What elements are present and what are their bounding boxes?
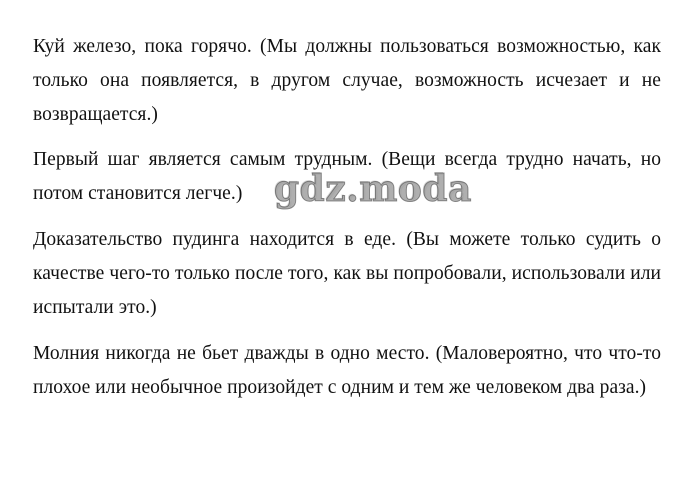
paragraph-lightning: Молния никогда не бьет дважды в одно место. (Маловероятно, что что-то плохое или необычное произойдет с одним и тем же человеком два раза.) — [33, 343, 661, 398]
paragraph-iron: Куй железо, пока горячо. (Мы должны пользоваться возможностью, как только она появляется, в другом случае, возможность исчезает и не возвращается.) — [33, 36, 661, 125]
paragraph-first-step: Первый шаг является самым трудным. (Вещи всегда трудно начать, но потом становится легче.) — [33, 149, 661, 204]
paragraph-pudding: Доказательство пудинга находится в еде. (Вы можете только судить о качестве чего-то только после того, как вы попробовали, использовали или испытали это.) — [33, 229, 661, 318]
watermark-logo: gdz.moda — [274, 168, 472, 210]
